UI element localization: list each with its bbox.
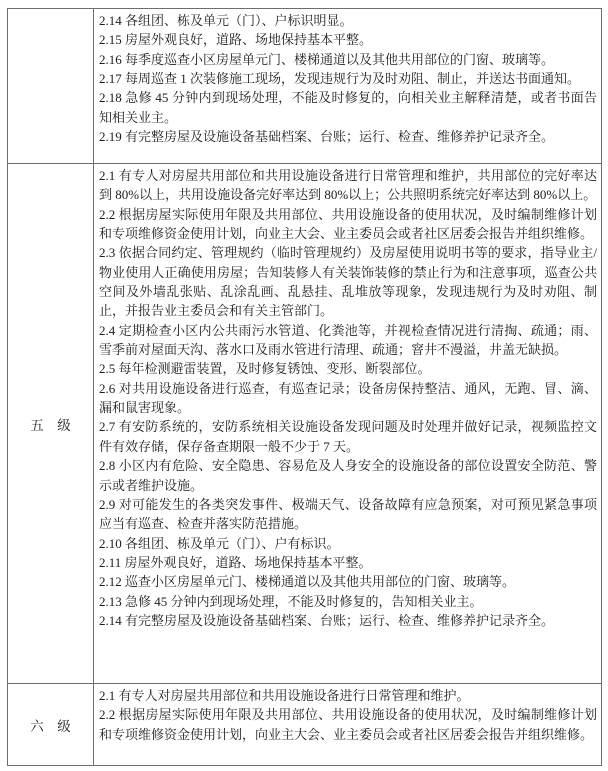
level-cell-level-5: 五 级 [8,164,94,683]
standard-item: 2.3 依据合同约定、管理规约（临时管理规约）及房屋使用说明书等的要求，指导业主/物业使用人正确使用房屋；告知装修人有关装饰装修的禁止行为和注意事项，巡查公共空间及外墙乱张贴、乱涂乱画、乱悬挂、乱堆放等现象，发现违规行为及时劝阻、制止，并报告业主委员会和有关主管部门。 [99,245,597,319]
level-cell-empty [8,9,94,163]
table-row-level-6 [8,684,601,765]
standard-item: 2.1 有专人对房屋共用部位和共用设施设备进行日常管理和维护，共用部位的完好率达到 80%以上，共用设施设备完好率达到 80%以上；公共照明系统完好率达到 80%以上。 [99,168,597,203]
standard-item: 2.5 每年检测避雷装置，及时修复锈蚀、变形、断裂部位。 [99,361,431,377]
standard-item: 2.4 定期检查小区内公共雨污水管道、化粪池等，并视检查情况进行清掏、疏通；雨、雪季前对屋面天沟、落水口及雨水管进行清理、疏通；窨井不漫溢，井盖无缺损。 [99,322,597,358]
standard-item: 2.6 对共用设施设备进行巡查，有巡查记录；设备房保持整洁、通风，无跑、冒、滴、漏和鼠害现象。 [99,380,597,416]
standard-item: 2.11 房屋外观良好，道路、场地保持基本平整。 [99,554,372,570]
content-cell-level-6 [94,684,601,765]
standard-item: 2.9 对可能发生的各类突发事件、极端天气、设备故障有应急预案，对可预见紧急事项应当有巡查、检查并落实防范措施。 [99,496,597,532]
table-row-level-5 [8,164,601,684]
standard-item: 2.19 有完整房屋及设施设备基础档案、台账；运行、检查、维修养护记录齐全。 [99,129,555,145]
standard-item: 2.1 有专人对房屋共用部位和共用设施设备进行日常管理和维护。 [99,688,470,703]
standard-item: 2.10 各组团、栋及单元（门）、户有标识。 [99,535,340,551]
level-cell-level-6: 六 级 [8,684,94,765]
standard-item: 2.8 小区内有危险、安全隐患、容易危及人身安全的设施设备的部位设置安全防范、警示或者维护设施。 [99,458,597,493]
standard-item: 2.2 根据房屋实际使用年限及共用部位、共用设施设备的使用状况，及时编制维修计划和专项维修资金使用计划，向业主大会、业主委员会或者社区居委会报告并组织维修。 [99,707,597,742]
standard-item: 2.2 根据房屋实际使用年限及共用部位、共用设施设备的使用状况，及时编制维修计划和专项维修资金使用计划，向业主大会、业主委员会或者社区居委会报告并组织维修。 [99,206,597,242]
table-row-continued [8,9,601,164]
standard-item: 2.14 有完整房屋及设施设备基础档案、台账；运行、检查、维修养护记录齐全。 [99,612,555,628]
standard-item: 2.15 房屋外观良好，道路、场地保持基本平整。 [99,32,373,48]
standard-item: 2.17 每周巡查 1 次装修施工现场，发现违规行为及时劝阻、制止，并送达书面通知。 [99,71,581,87]
standard-item: 2.14 各组团、栋及单元（门）、户标识明显。 [99,13,353,28]
content-cell-level-5 [94,164,601,683]
standard-item: 2.7 有安防系统的，安防系统相关设施设备发现问题及时处理并做好记录，视频监控文件有效存储，保存备查期限一般不少于 7 天。 [99,419,597,454]
service-standard-table [7,8,602,766]
standard-item: 2.12 巡查小区房屋单元门、楼梯通道以及其他共用部位的门窗、玻璃等。 [99,574,516,590]
standard-item: 2.16 每季度巡查小区房屋单元门、楼梯通道以及其他共用部位的门窗、玻璃等。 [99,51,555,67]
content-cell-continued [94,9,601,163]
standard-item: 2.13 急修 45 分钟内到现场处理，不能及时修复的，告知相关业主。 [99,593,483,609]
standard-item: 2.18 急修 45 分钟内到现场处理，不能及时修复的，向相关业主解释清楚，或者书面告知相关业主。 [99,90,597,125]
